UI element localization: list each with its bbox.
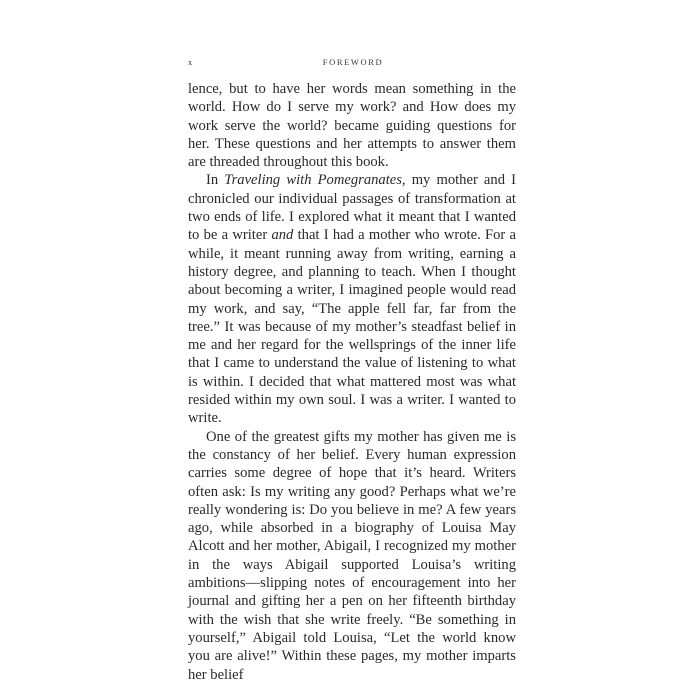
page-number: x — [188, 57, 194, 67]
book-title-italic: Traveling with Pomegranates, — [224, 172, 406, 189]
paragraph-3-text: One of the greatest gifts my mother has given me is the constancy of her belief. Every human expression carries some degree of hope that it’s heard. Writers often ask: Is my writing any good? Perhaps what we’re really wondering is: Do you believe in me? A few years ago, while absorbed in a biography of Louisa May Alcott and her mother, Abigail, I recognized my mother in the ways Abigail supported Louisa’s writing ambitions—slipping notes of encouragement into her journal and gifting her a pen on her fifteenth birthday with the wish that she write freely. “Be something in yourself,” Abigail told Louisa, “Let the world know you are alive!” Within these pages, my mother imparts her belief — [188, 428, 516, 683]
paragraph-2-text-2: my mother and I chronicled our individual passages of transformation at two ends of life. I explored what it meant that I wanted to be a writer — [188, 172, 516, 244]
body-text — [188, 80, 516, 684]
paragraph-2 — [188, 171, 516, 427]
running-head — [188, 57, 518, 71]
paragraph-2-text-1: In — [206, 172, 225, 189]
emphasis-and-italic: and — [271, 227, 294, 244]
paragraph-1-text: lence, but to have her words mean something in the world. How do I serve my work? and How does my work serve the world? became guiding questions for her. These questions and her attempts to answer them are threaded throughout this book. — [188, 81, 516, 171]
paragraph-1 — [188, 80, 516, 171]
paragraph-3 — [188, 428, 516, 684]
section-title: FOREWORD — [322, 57, 384, 67]
paragraph-2-text-3: that I had a mother who wrote. For a while, it meant running away from writing, earning a history degree, and planning to teach. When I thought about becoming a writer, I imagined people would read my work, and say, “The apple fell far, far from the tree.” It was because of my mother’s steadfast belief in me and her regard for the wellsprings of the inner life that I came to understand the value of listening to what is within. I decided that what mattered most was what resided within my own soul. I was a writer. I wanted to write. — [188, 227, 516, 427]
